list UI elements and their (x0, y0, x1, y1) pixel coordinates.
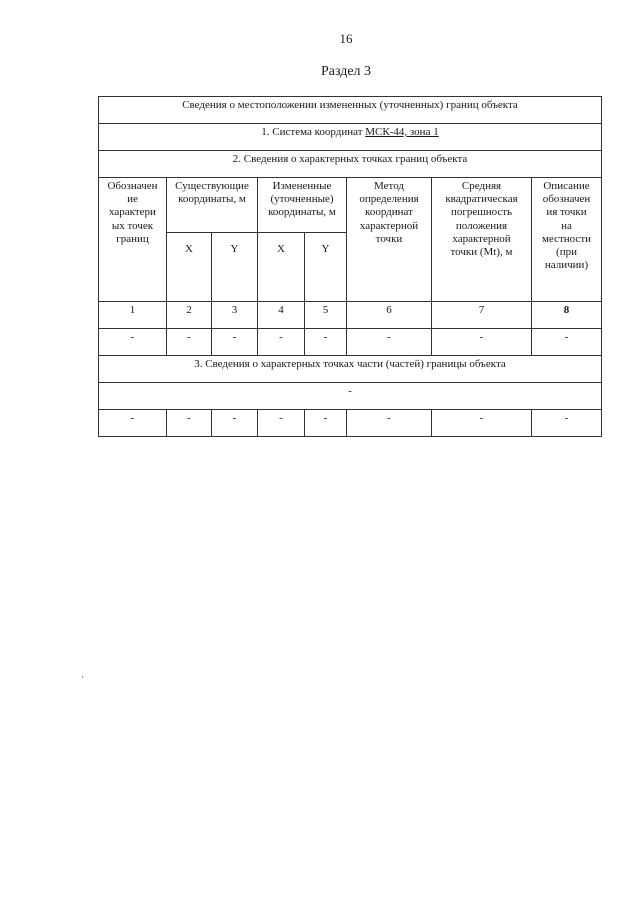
column-number: 4 (258, 302, 305, 329)
coord-system-row (99, 124, 602, 151)
table-title-row (99, 97, 602, 124)
table-cell: - (99, 329, 167, 356)
sub-header-changed-x: X (258, 233, 305, 302)
table-row (99, 329, 602, 356)
table-cell: - (432, 329, 532, 356)
section-title: Раздел 3 (320, 64, 372, 79)
header-method: Метод определения координат характерной точки (347, 178, 432, 302)
boundary-table (98, 96, 602, 437)
sub-header-existing-x: X (167, 233, 212, 302)
part-merged-cell: - (99, 383, 602, 410)
table-cell: - (347, 410, 432, 437)
coord-system (99, 124, 602, 151)
table-cell: - (99, 410, 167, 437)
page-number: 16 (339, 31, 353, 46)
header-accuracy: Средняя квадратическая погрешность положения характерной точки (Mt), м (432, 178, 532, 302)
table-title: Сведения о местоположении измененных (уточненных) границ объекта (99, 97, 602, 124)
part-merged-row (99, 383, 602, 410)
table-cell: - (432, 410, 532, 437)
column-number: 2 (167, 302, 212, 329)
table-cell: - (305, 410, 347, 437)
sub-header-existing-y: Y (212, 233, 258, 302)
header-existing-coords: Существующие координаты, м (167, 178, 258, 233)
header-designation: Обозначен ие характери ых точек границ (99, 178, 167, 302)
column-number: 6 (347, 302, 432, 329)
column-number: 1 (99, 302, 167, 329)
sub-header-changed-y: Y (305, 233, 347, 302)
header-changed-coords: Измененные (уточненные) координаты, м (258, 178, 347, 233)
table-cell: - (258, 410, 305, 437)
table-cell: - (532, 329, 602, 356)
table-cell: - (167, 329, 212, 356)
points-heading: 2. Сведения о характерных точках границ объекта (99, 151, 602, 178)
header-description: Описание обозначен ия точки на местности (при наличии) (532, 178, 602, 302)
scan-mark (82, 676, 83, 678)
header-row (99, 178, 602, 233)
table-cell: - (212, 410, 258, 437)
table-cell: - (167, 410, 212, 437)
part-heading-row (99, 356, 602, 383)
table-cell: - (305, 329, 347, 356)
column-number: 3 (212, 302, 258, 329)
table-cell: - (347, 329, 432, 356)
table-cell: - (258, 329, 305, 356)
points-heading-row (99, 151, 602, 178)
coord-system-value: МСК-44, зона 1 (365, 126, 439, 138)
table-cell: - (212, 329, 258, 356)
table-row (99, 410, 602, 437)
column-number: 8 (532, 302, 602, 329)
table-cell: - (532, 410, 602, 437)
column-number: 7 (432, 302, 532, 329)
column-numbers-row (99, 302, 602, 329)
column-number: 5 (305, 302, 347, 329)
coord-system-prefix: 1. Система координат (261, 126, 363, 138)
part-heading: 3. Сведения о характерных точках части (частей) границы объекта (99, 356, 602, 383)
